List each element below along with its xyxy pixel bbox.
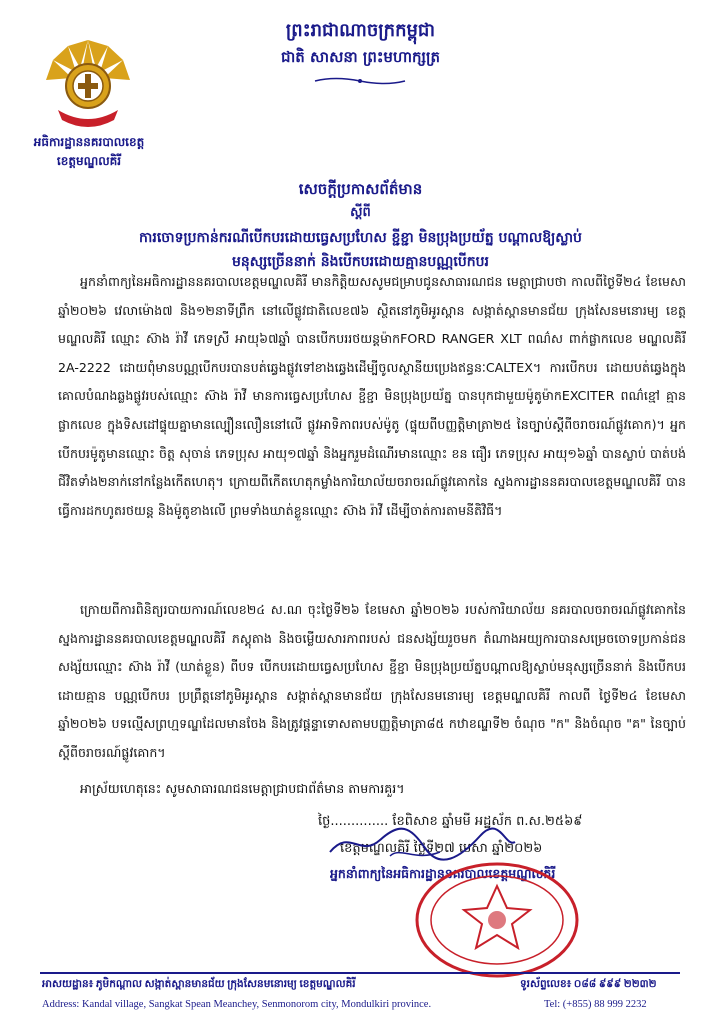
footer-phone-khmer: ទូរស័ព្ទលេខ៖ ០៨៨ ៩៩៩ ២២៣២ [520,979,657,990]
ornament-divider-icon [310,76,410,86]
police-emblem-icon [38,36,138,132]
subject-line-1: ការចោទប្រកាន់ករណីបើកបរដោយធ្វេសប្រហែស ខ្ជីខ្ជា មិនប្រុងប្រយ័ត្ន បណ្តាលឱ្យស្លាប់ [139,230,582,246]
organization-province: ខេត្តមណ្ឌលគិរី [56,154,122,168]
body-paragraph-1: អ្នកនាំពាក្យនៃអធិការដ្ឋាននគរបាលខេត្តមណ្ឌលគិរី មានកិត្តិយសសូមជម្រាបជូនសាធារណជន មេត្តាជ្រាបថា កាលពីថ្ងៃទី២៤ ខែមេសា ឆ្នាំ២០២៦ វេលាម៉ោង៧ និង១២នាទីព្រឹក នៅលើផ្លូវជាតិលេខ៧៦ ស្ថិតនៅភូមិអូរស្ពាន សង្កាត់ស្ពានមានជ័យ ក្រុងសែនមនោរម្យ ខេត្តមណ្ឌលគិរី ឈ្មោះ ស៊ាង រ៉ាវី ភេទស្រី អាយុ៦៧ឆ្នាំ បានបើកបររថយន្តម៉ាកFORD RANGER XLT ពណ៌ស ពាក់ផ្លាកលេខ មណ្ឌលគិរី 2A-2222 ដោយពុំមានបណ្ណបើកបរបានបត់ឆ្វេងផ្លូវទៅខាងឆ្វេងដើម្បីចូលស្ថានីយប្រេងឥន្ធនៈCALTEX។ ការបើកបរ ដោយបត់ឆ្វេងក្នុងគោលបំណងឆ្លងផ្លូវរបស់ឈ្មោះ ស៊ាង រ៉ាវី មានការធ្វេសប្រហែស ខ្ជីខ្ជា មិនប្រុងប្រយ័ត្ន បានបុកជាមួយម៉ូតូម៉ាកEXCITER ពណ៌ខ្មៅ គ្មានផ្លាកលេខ ក្នុងទិសដៅផ្ទុយគ្នាមានល្បឿនលឿននៅលើ ផ្លូវអាទិភាពរបស់ម៉ូតូ (ផ្ទុយពីបញ្ញត្តិមាត្រា២៥ នៃច្បាប់ស្តីពីចរាចរណ៍ផ្លូវគោក)។ អ្នកបើកបរម៉ូតូមានឈ្មោះ ចិត្ត សុចាន់ ភេទប្រុស អាយុ១៧ឆ្នាំ និងអ្នករួមដំណើរមានឈ្មោះ ខន ធឿរ ភេទប្រុស អាយុ១៦ឆ្នាំ បានស្លាប់ បាត់បង់ជីវិតទាំង២នាក់នៅកន្លែងកើតហេតុ។ ក្រោយពីកើតហេតុកម្លាំងការិយាល័យចរាចរណ៍ផ្លូវគោកនៃ ស្នងការដ្ឋាននគរបាលខេត្តមណ្ឌលគិរី បានធ្វើការដកហូតរថយន្ត និងម៉ូតូខាងលើ ព្រមទាំងឃាត់ខ្លួនឈ្មោះ ស៊ាង រ៉ាវី ដើម្បីចាត់ការតាមនីតិវិធី។ [58,274,686,518]
document-type-title: សេចក្តីប្រកាសព័ត៌មាន [298,180,423,198]
subject-line-2: មនុស្សច្រើននាក់ និងបើកបរដោយគ្មានបណ្ណបើកបរ [232,254,489,270]
lunar-date: ថ្ងៃ.............. ខែពិសាខ ឆ្នាំមមី អដ្ឋស័ក ព.ស.២៥៦៩ [318,814,583,829]
footer-address-english: Address: Kandal village, Sangkat Spean Meanchey, Senmonorom city, Mondulkiri province. [42,999,432,1010]
footer-phone-english: Tel: (+855) 88 999 2232 [544,999,647,1010]
organization-name: អធិការដ្ឋាននគរបាលខេត្ត [33,135,145,149]
national-motto: ជាតិ សាសនា ព្រះមហាក្សត្រ [281,48,440,66]
official-seal-icon [412,860,582,980]
body-paragraph-3: អាស្រ័យហេតុនេះ សូមសាធារណជនមេត្តាជ្រាបជាព័ត៌មាន តាមការគួរ។ [80,781,405,796]
footer-divider [40,972,680,974]
solar-date: ខេត្តមណ្ឌលគិរី ថ្ងៃទី២៧ មេសា ឆ្នាំ២០២៦ [340,841,543,856]
kingdom-heading: ព្រះរាជាណាចក្រកម្ពុជា [285,20,436,41]
footer-address-khmer: អាសយដ្ឋាន៖ ភូមិកណ្តាល សង្កាត់ស្ពានមានជ័យ ក្រុងសែនមនោរម្យ ខេត្តមណ្ឌលគិរី [42,979,356,990]
about-label: ស្តីពី [350,205,371,220]
signatory-title: អ្នកនាំពាក្យនៃអធិការដ្ឋាននគរបាលខេត្តមណ្ឌលគិរី [330,866,556,881]
body-paragraph-2: ក្រោយពីការពិនិត្យរបាយការណ៍លេខ២៤ ស.ណ ចុះថ្ងៃទី២៦ ខែមេសា ឆ្នាំ២០២៦ របស់ការិយាល័យ នគរបាលចរាចរណ៍ផ្លូវគោកនៃស្នងការដ្ឋាននគរបាលខេត្តមណ្ឌលគិរី ភស្តុតាង និងចម្លើយសារភាពរបស់ ជនសង្ស័យរួចមក តំណាងអយ្យការបានសម្រេចចោទប្រកាន់ជនសង្ស័យឈ្មោះ ស៊ាង រ៉ាវី (ឃាត់ខ្លួន) ពីបទ បើកបរដោយធ្វេសប្រហែស ខ្ជីខ្ជា មិនប្រុងប្រយ័ត្នបណ្តាលឱ្យស្លាប់មនុស្សច្រើននាក់ និងបើកបរដោយគ្មាន បណ្ណបើកបរ ប្រព្រឹត្តនៅភូមិអូរស្ពាន សង្កាត់ស្ពានមានជ័យ ក្រុងសែនមនោរម្យ ខេត្តមណ្ឌលគិរី កាលពី ថ្ងៃទី២៤ ខែមេសា ឆ្នាំ២០២៦ បទល្មើសព្រហ្មទណ្ឌដែលមានចែង និងត្រូវផ្តន្ទាទោសតាមបញ្ញត្តិមាត្រា៨៥ កឋាខណ្ឌទី២ ចំណុច "ក" និងចំណុច "គ" នៃច្បាប់ស្តីពីចរាចរណ៍ផ្លូវគោក។ [58,602,686,760]
